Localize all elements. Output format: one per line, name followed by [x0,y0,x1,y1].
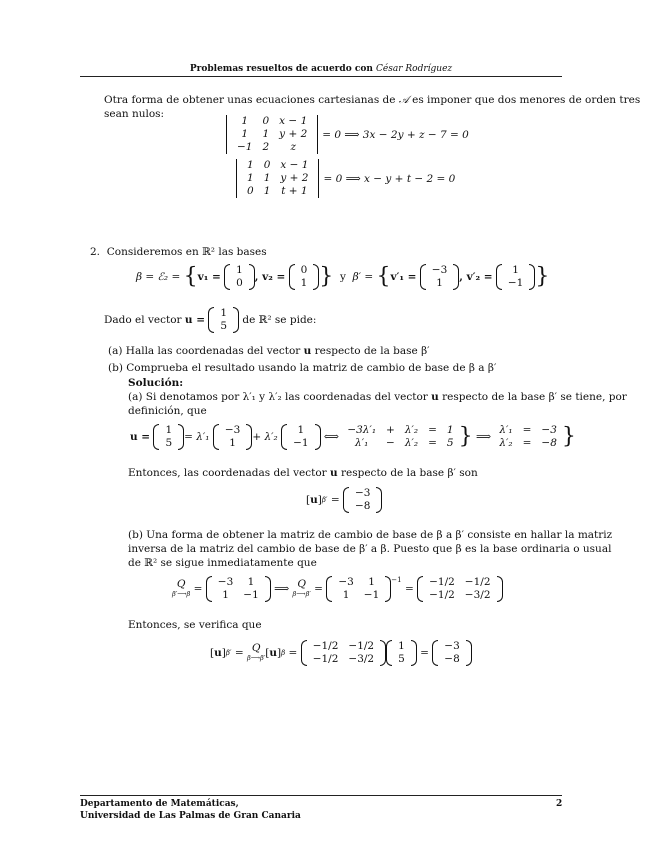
linear-system-cell: − [386,437,395,449]
system-solution-cell: = [522,437,532,449]
system-solution-cell: −8 [541,437,557,449]
v2-prime-vector-cell: −1 [507,277,524,289]
matrix-q-beta-prime-beta-cell: −3 [217,576,234,588]
matrix-q-beta-beta-prime [424,576,495,602]
linear-system [342,424,458,450]
v2-vector [296,264,313,290]
linear-system-cell: + [386,424,395,436]
matrix-q-beta-beta-prime-cell: −1/2 [464,576,491,588]
header-title: Problemas resueltos de acuerdo con [189,64,373,74]
det1-matrix-cell: 0 [262,115,270,127]
item-a: (a) Halla las coordenadas del vector u respecto de la base β′ [108,345,430,357]
sol-a-line-2: definición, que [128,405,207,417]
matrix-q-beta-beta-prime-cell: −3/2 [464,589,491,601]
matrix-q-beta-beta-prime-cell: −1/2 [429,589,455,601]
coordinate-equation: u = 1 5 = λ′₁ −3 1 + λ′₂ 1 −1 ⟺ −3λ′₁ + λ′₂ = 1 λ′₁ − λ′₂ = 5 } ⟹ λ′₁ = −3 λ′₂ = −8 } [130,424,576,449]
linear-system-cell: −3λ′₁ [347,424,377,436]
system-solution-cell: λ′₁ [499,424,513,436]
coordinates-vector-cell: −3 [355,487,371,499]
footer-univ: Universidad de Las Palmas de Gran Canaria [80,811,301,821]
v2-vector-cell: 1 [300,277,308,289]
then-line-2: Entonces, se verifica que [128,619,262,631]
bases-definition: β = ℰ₂ = { v₁ = 1 0 , v₂ = 0 1 } y β′ = { v′₁ = −3 1 , v′₂ = 1 −1 } [136,264,550,289]
determinant-2 [236,159,455,198]
det1-result: = 0 ⟹ 3x − 2y + z − 7 = 0 [322,128,469,141]
det1-matrix-cell: 1 [262,128,270,140]
v1-vector [231,264,248,290]
sol-a-line-1: (a) Si denotamos por λ′₁ y λ′₂ las coordenadas del vector u respecto de la base β′ se tiene, por [128,391,627,403]
eq-u-vector-cell: 5 [165,437,173,449]
matrix-q-beta-prime-beta-cell: 1 [222,589,229,601]
linear-system-cell: λ′₁ [355,437,369,449]
v1-prime-vector-cell: −3 [431,264,448,276]
v1-prime-vector-cell: 1 [436,277,443,289]
det1-matrix-cell: y + 2 [279,128,308,140]
matrix-inverse-base [333,576,384,602]
verification-result-vector-cell: −8 [444,653,460,665]
v2-prime-vector-cell: 1 [512,264,519,276]
determinant-1 [226,115,469,154]
eq-v2p-vector-cell: 1 [297,424,305,436]
u-vector-cell: 5 [220,320,228,332]
sol-b-line-1: (b) Una forma de obtener la matriz de cambio de base de β a β′ consiste en hallar la matriz [128,529,613,541]
det2-matrix-cell: 1 [263,172,271,184]
system-solution-cell: = [522,424,532,436]
matrix-q-beta-prime-beta-cell: 1 [247,576,255,588]
verification-u-vector [393,640,410,666]
det2-matrix-cell: y + 2 [280,172,309,184]
footer-rule [80,795,562,796]
det2-matrix-cell: 1 [247,159,254,171]
v2-vector-cell: 0 [300,264,308,276]
v1-prime-vector [427,264,452,290]
linear-system-cell: λ′₂ [404,437,419,449]
det1-matrix-cell: −1 [237,141,253,153]
verification-matrix-cell: −3/2 [348,653,375,665]
det1-matrix-cell: z [290,141,296,153]
verification-equation: [u] β′ = Q β⟶β′ [u] β = −1/2 −1/2 −1/2 −3/2 1 5 = −3 −8 [210,640,472,666]
solution-heading: Solución: [128,377,184,389]
eq-u-vector [160,424,177,450]
eq-v2p-vector [288,424,313,450]
coordinates-vector-cell: −8 [355,500,371,512]
matrix-inverse-base-cell: −1 [363,589,380,601]
det2-matrix-cell: 0 [263,159,271,171]
intro-line-2: sean nulos: [104,108,165,120]
matrix-q-beta-prime-beta-cell: −1 [243,589,259,601]
verification-matrix-cell: −1/2 [312,640,339,652]
det2-matrix-cell: 0 [247,185,254,197]
det1-matrix [232,115,312,154]
linear-system-cell: λ′₂ [404,424,419,436]
eq-v1p-vector [220,424,245,450]
u-vector [215,307,232,333]
u-vector-cell: 1 [220,307,228,319]
system-solution [494,424,562,450]
page-number: 2 [556,799,563,809]
det2-matrix-cell: t + 1 [281,185,308,197]
verification-result-vector [439,640,464,666]
det2-matrix [242,159,313,198]
det1-matrix-cell: 2 [262,141,270,153]
item-b: (b) Comprueba el resultado usando la matriz de cambio de base de β a β′ [108,362,497,374]
v1-vector-cell: 1 [236,264,243,276]
linear-system-cell: = [428,424,437,436]
coordinates-vector [350,487,375,513]
verification-matrix-cell: −1/2 [312,653,339,665]
matrix-inverse-base-cell: 1 [342,589,350,601]
matrix-q-beta-prime-beta [213,576,264,602]
system-solution-cell: λ′₂ [499,437,513,449]
system-solution-cell: −3 [541,424,557,436]
verification-matrix-cell: −1/2 [348,640,375,652]
verification-result-vector-cell: −3 [444,640,460,652]
matrix-q-beta-beta-prime-cell: −1/2 [429,576,455,588]
det2-matrix-cell: 1 [263,185,271,197]
header-rule [80,76,562,77]
linear-system-cell: = [428,437,437,449]
det2-matrix-cell: x − 1 [280,159,309,171]
sol-b-line-3: de ℝ² se sigue inmediatamente que [128,557,317,569]
verification-matrix [308,640,379,666]
matrix-inverse-base-cell: −3 [338,576,354,588]
det1-matrix-cell: 1 [241,128,249,140]
page-header [80,64,562,74]
header-author: César Rodríguez [376,64,453,74]
det2-result: = 0 ⟹ x − y + t − 2 = 0 [323,172,456,185]
footer-dept: Departamento de Matemáticas, [80,799,239,809]
problem-2-intro: 2. Consideremos en ℝ² las bases [90,246,267,258]
eq-v2p-vector-cell: −1 [293,437,309,449]
intro-line-1: Otra forma de obtener unas ecuaciones cartesianas de 𝒜 es imponer que dos menores de orden tres [104,94,641,106]
given-vector: Dado el vector u = 1 5 de ℝ² se pide: [104,307,317,332]
verification-u-vector-cell: 1 [398,640,405,652]
then-line-1: Entonces, las coordenadas del vector u respecto de la base β′ son [128,467,478,479]
v2-prime-vector [503,264,528,290]
eq-u-vector-cell: 1 [165,424,173,436]
v1-vector-cell: 0 [236,277,243,289]
change-of-basis-equation: Q β′⟶β = −3 1 1 −1 ⟹ Q β⟶β′ = −3 1 1 −1 $^{-1}$ = −1/2 −1/2 −1/2 −3/2 [172,576,503,602]
verification-u-vector-cell: 5 [398,653,405,665]
sol-b-line-2: inversa de la matriz del cambio de base de β′ a β. Puesto que β es la base ordinaria o usual [128,543,612,555]
det2-matrix-cell: 1 [247,172,254,184]
linear-system-cell: 1 [446,424,454,436]
eq-v1p-vector-cell: 1 [229,437,236,449]
linear-system-cell: 5 [446,437,454,449]
det1-matrix-cell: x − 1 [279,115,308,127]
det1-matrix-cell: 1 [241,115,249,127]
matrix-inverse-base-cell: 1 [368,576,375,588]
eq-v1p-vector-cell: −3 [224,424,241,436]
coordinates-result: [u] β′ = −3 −8 [306,487,382,513]
